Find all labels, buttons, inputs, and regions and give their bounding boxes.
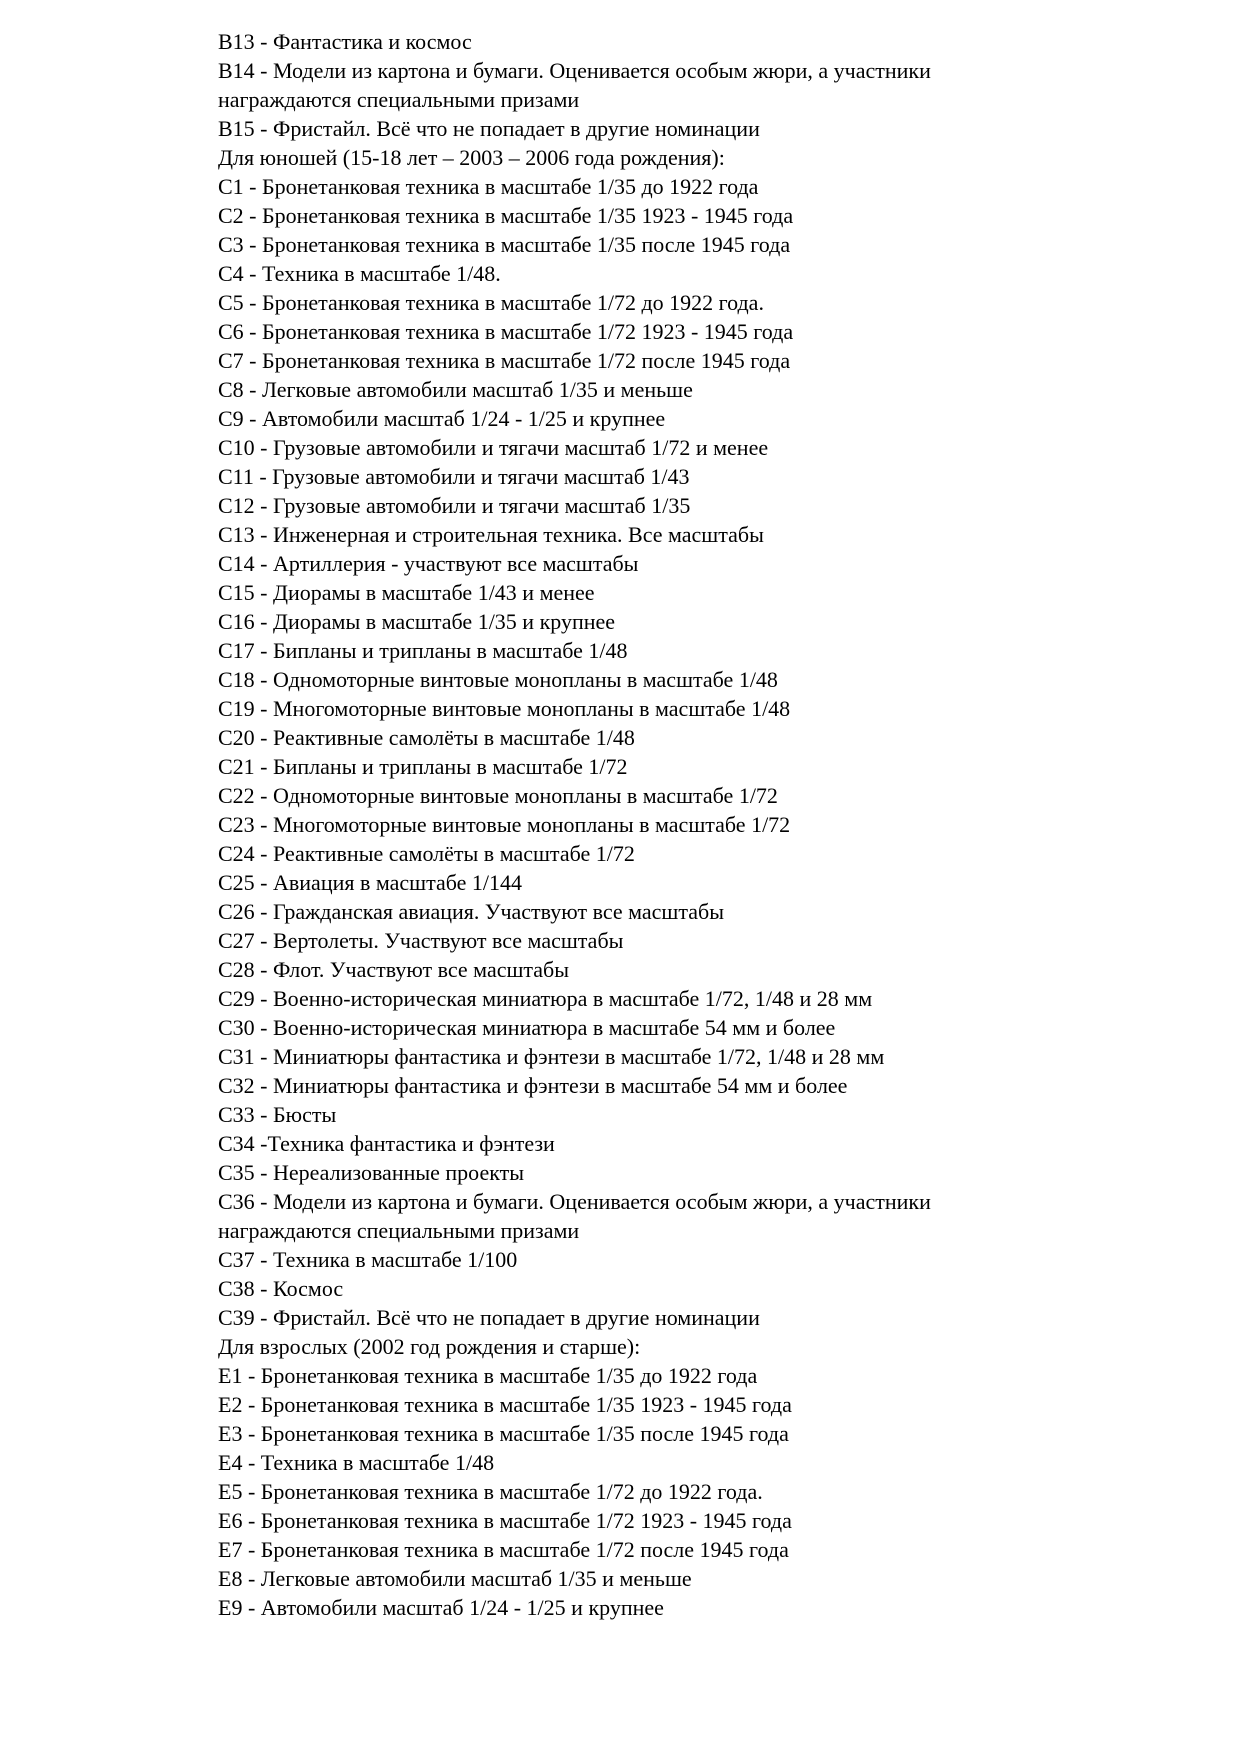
document-line: С31 - Миниатюры фантастика и фэнтези в масштабе 1/72, 1/48 и 28 мм	[218, 1044, 885, 1069]
document-line: С23 - Многомоторные винтовые монопланы в масштабе 1/72	[218, 812, 791, 837]
document-line: С26 - Гражданская авиация. Участвуют все масштабы	[218, 899, 724, 924]
document-line: С7 - Бронетанковая техника в масштабе 1/72 после 1945 года	[218, 348, 791, 373]
document-line: Е7 - Бронетанковая техника в масштабе 1/72 после 1945 года	[218, 1537, 789, 1562]
document-line: С9 - Автомобили масштаб 1/24 - 1/25 и крупнее	[218, 406, 666, 431]
document-line: С28 - Флот. Участвуют все масштабы	[218, 957, 570, 982]
document-line: С30 - Военно-историческая миниатюра в масштабе 54 мм и более	[218, 1015, 836, 1040]
document-line: С36 - Модели из картона и бумаги. Оценивается особым жюри, а участники	[218, 1189, 931, 1214]
document-line: С4 - Техника в масштабе 1/48.	[218, 261, 501, 286]
document-line: С2 - Бронетанковая техника в масштабе 1/35 1923 - 1945 года	[218, 203, 794, 228]
document-line: С21 - Бипланы и трипланы в масштабе 1/72	[218, 754, 628, 779]
document-line: награждаются специальными призами	[218, 87, 580, 112]
document-line: Е1 - Бронетанковая техника в масштабе 1/35 до 1922 года	[218, 1363, 758, 1388]
document-line: С34 -Техника фантастика и фэнтези	[218, 1131, 555, 1156]
document-line: С14 - Артиллерия - участвуют все масштабы	[218, 551, 639, 576]
document-line: В15 - Фристайл. Всё что не попадает в другие номинации	[218, 116, 760, 141]
document-line: Для взрослых (2002 год рождения и старше):	[218, 1334, 641, 1359]
document-line: Е3 - Бронетанковая техника в масштабе 1/35 после 1945 года	[218, 1421, 789, 1446]
document-line: Е5 - Бронетанковая техника в масштабе 1/72 до 1922 года.	[218, 1479, 763, 1504]
document-line: С18 - Одномоторные винтовые монопланы в масштабе 1/48	[218, 667, 778, 692]
document-line: С35 - Нереализованные проекты	[218, 1160, 525, 1185]
document-line: С33 - Бюсты	[218, 1102, 337, 1127]
document-line: Е8 - Легковые автомобили масштаб 1/35 и меньше	[218, 1566, 692, 1591]
document-line: С6 - Бронетанковая техника в масштабе 1/72 1923 - 1945 года	[218, 319, 794, 344]
document-line: Е4 - Техника в масштабе 1/48	[218, 1450, 495, 1475]
document-line: С37 - Техника в масштабе 1/100	[218, 1247, 518, 1272]
document-line: С29 - Военно-историческая миниатюра в масштабе 1/72, 1/48 и 28 мм	[218, 986, 873, 1011]
document-line: С10 - Грузовые автомобили и тягачи масштаб 1/72 и менее	[218, 435, 769, 460]
document-line: С5 - Бронетанковая техника в масштабе 1/72 до 1922 года.	[218, 290, 764, 315]
document-line: Для юношей (15-18 лет – 2003 – 2006 года рождения):	[218, 145, 725, 170]
document-line: С24 - Реактивные самолёты в масштабе 1/72	[218, 841, 635, 866]
document-line: С32 - Миниатюры фантастика и фэнтези в масштабе 54 мм и более	[218, 1073, 848, 1098]
document-line: С25 - Авиация в масштабе 1/144	[218, 870, 523, 895]
document-line: Е6 - Бронетанковая техника в масштабе 1/72 1923 - 1945 года	[218, 1508, 792, 1533]
document-line: С8 - Легковые автомобили масштаб 1/35 и меньше	[218, 377, 693, 402]
document-line: С1 - Бронетанковая техника в масштабе 1/35 до 1922 года	[218, 174, 759, 199]
document-line: Е9 - Автомобили масштаб 1/24 - 1/25 и крупнее	[218, 1595, 664, 1620]
document-line: С13 - Инженерная и строительная техника. Все масштабы	[218, 522, 764, 547]
document-line: награждаются специальными призами	[218, 1218, 580, 1243]
document-line: С15 - Диорамы в масштабе 1/43 и менее	[218, 580, 595, 605]
document-line: Е2 - Бронетанковая техника в масштабе 1/35 1923 - 1945 года	[218, 1392, 792, 1417]
document-line: В14 - Модели из картона и бумаги. Оценивается особым жюри, а участники	[218, 58, 931, 83]
document-line: С17 - Бипланы и трипланы в масштабе 1/48	[218, 638, 628, 663]
document-line: С19 - Многомоторные винтовые монопланы в масштабе 1/48	[218, 696, 791, 721]
document-line: С12 - Грузовые автомобили и тягачи масштаб 1/35	[218, 493, 691, 518]
document-line: С20 - Реактивные самолёты в масштабе 1/48	[218, 725, 635, 750]
document-line: С38 - Космос	[218, 1276, 344, 1301]
document-body	[218, 27, 1208, 1622]
document-line: С27 - Вертолеты. Участвуют все масштабы	[218, 928, 624, 953]
document-line: С16 - Диорамы в масштабе 1/35 и крупнее	[218, 609, 616, 634]
document-line: С3 - Бронетанковая техника в масштабе 1/35 после 1945 года	[218, 232, 791, 257]
document-line: С11 - Грузовые автомобили и тягачи масштаб 1/43	[218, 464, 690, 489]
document-line: В13 - Фантастика и космос	[218, 29, 472, 54]
document-line: С39 - Фристайл. Всё что не попадает в другие номинации	[218, 1305, 760, 1330]
document-line: С22 - Одномоторные винтовые монопланы в масштабе 1/72	[218, 783, 778, 808]
